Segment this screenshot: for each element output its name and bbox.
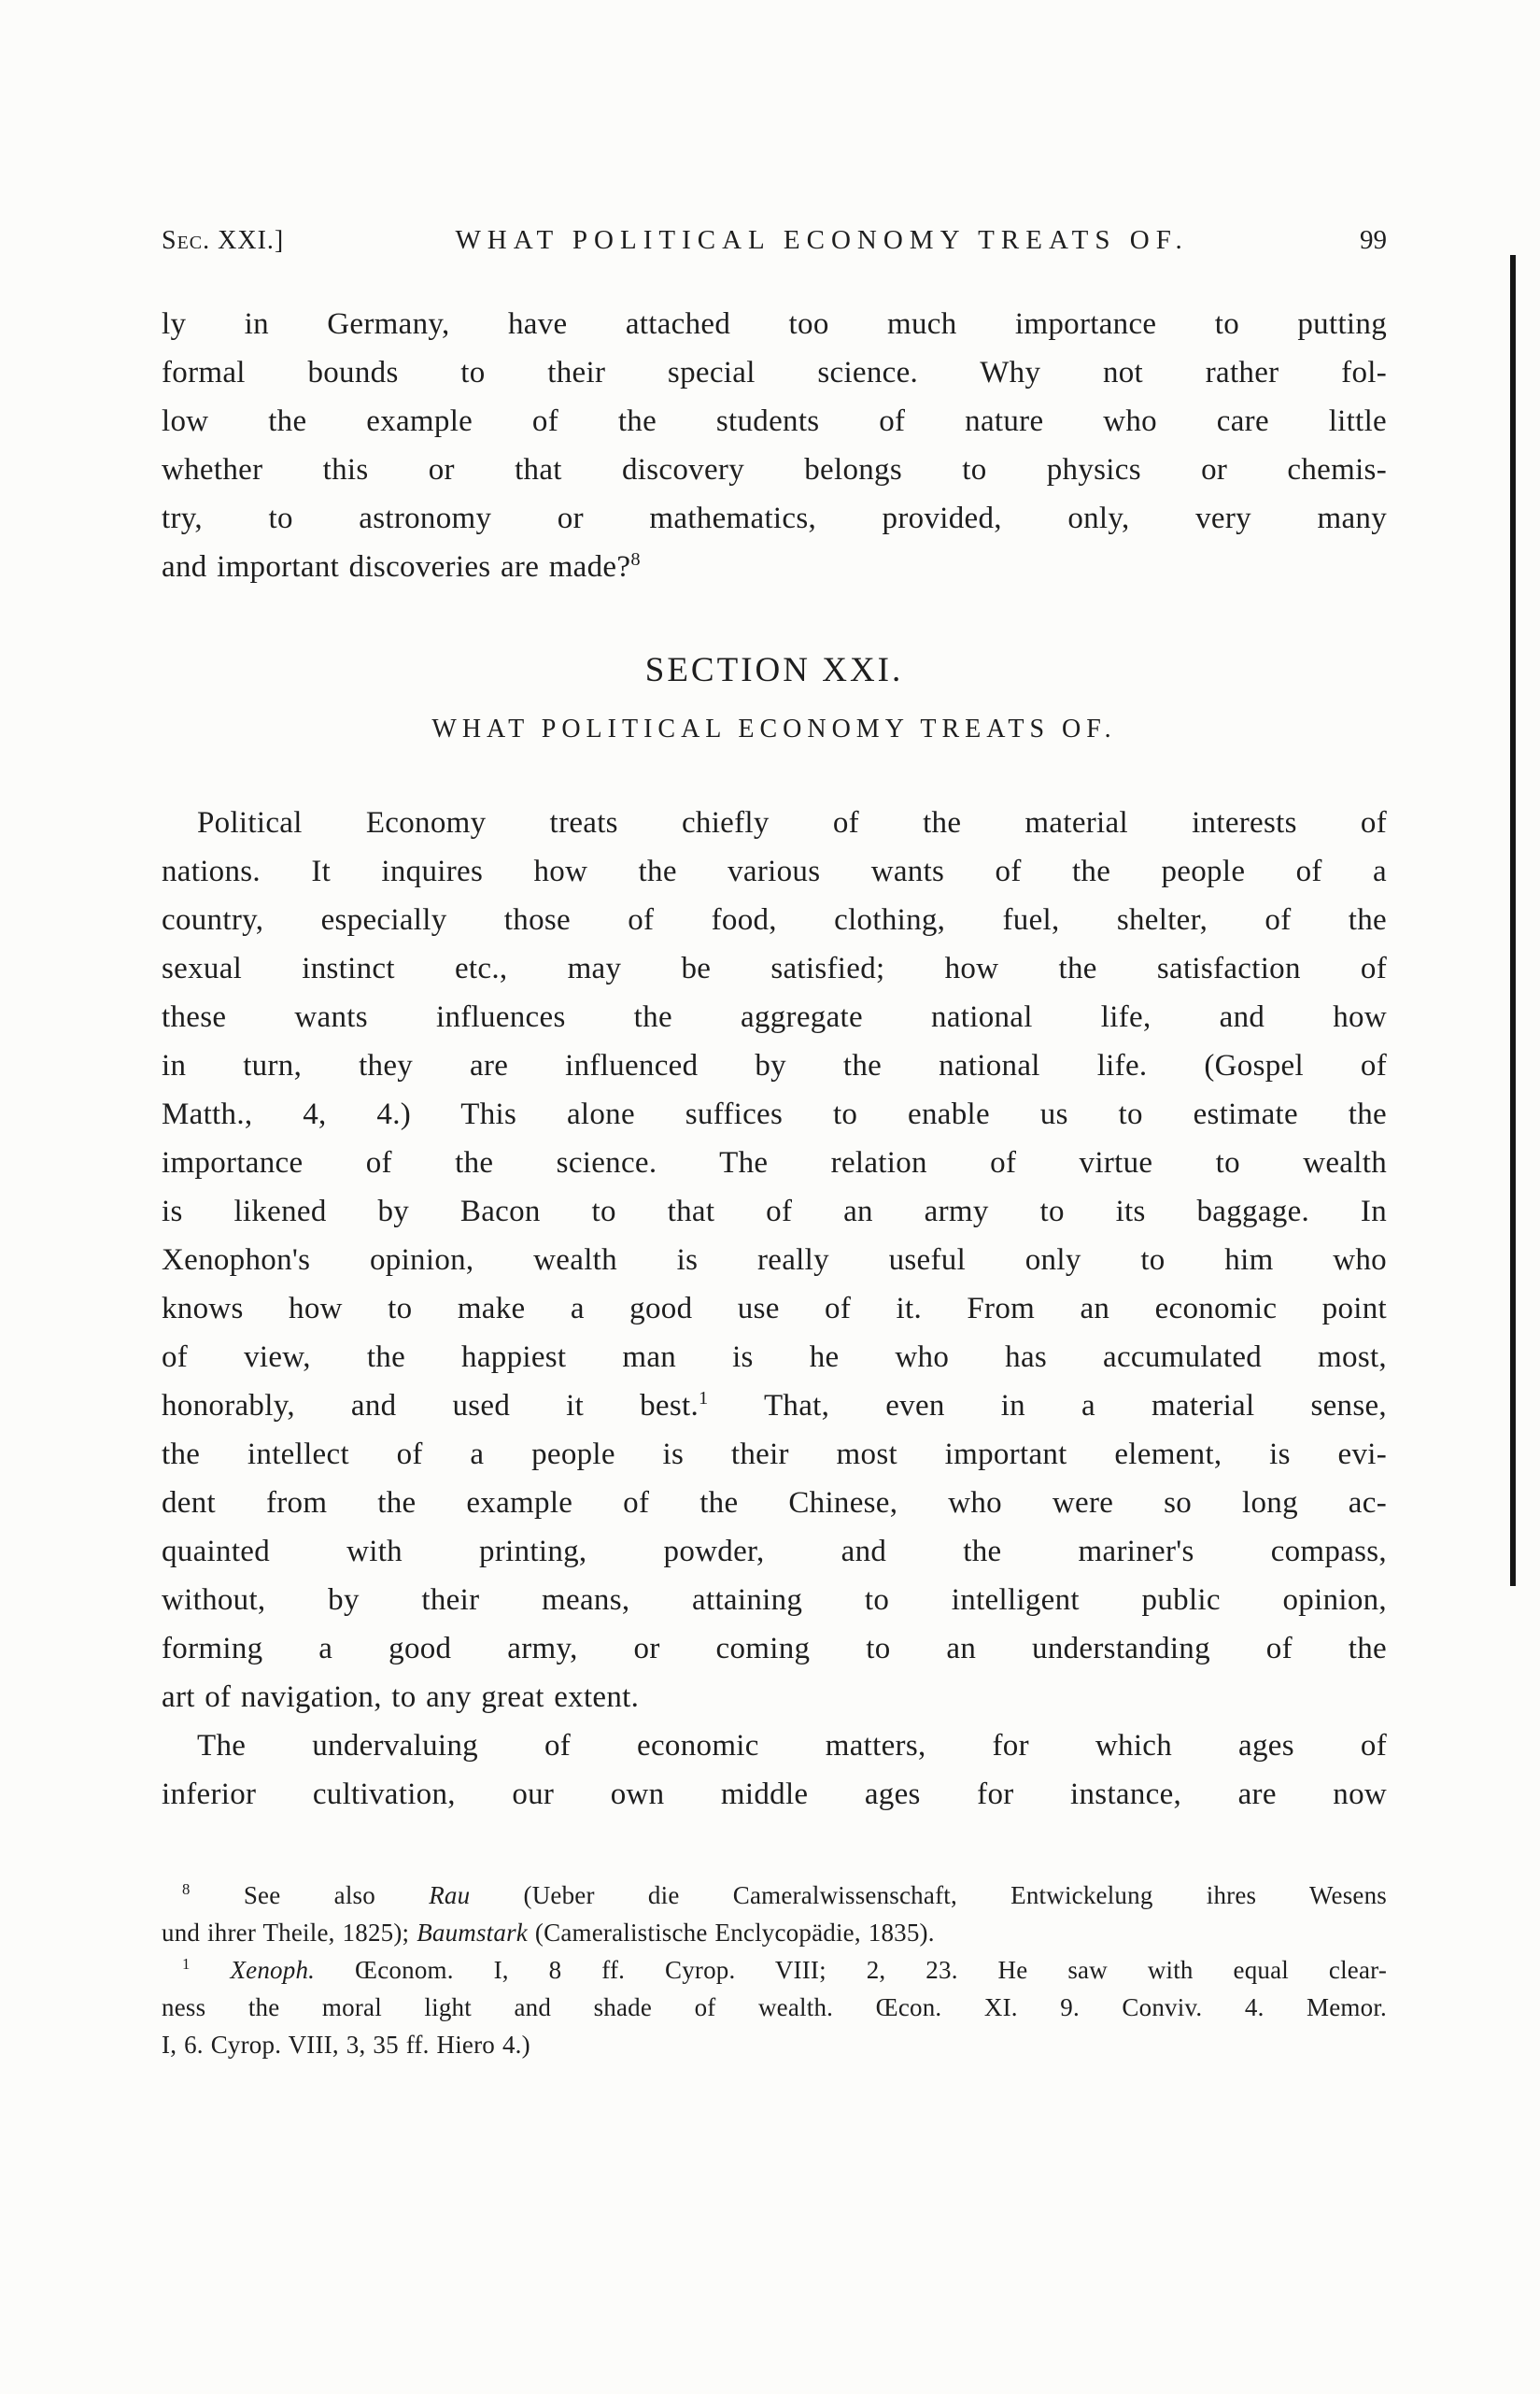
text-line: $^8$ See also Rau (Ueber die Cameralwissenschaft, Entwickelung ihres Wesens [182,1880,1387,1909]
text-line: without, by their means, attaining to intelligent public opinion, [162,1583,1387,1617]
text-line: in turn, they are influenced by the national life. (Gospel of [162,1049,1387,1083]
running-header [162,224,1387,257]
text-line: ly in Germany, have attached too much importance to putting [162,307,1387,341]
running-title: WHAT POLITICAL ECONOMY TREATS OF. [455,225,1189,255]
text-line: knows how to make a good use of it. From an economic point [162,1292,1387,1325]
text-line: country, especially those of food, clothing, fuel, shelter, of the [162,903,1387,937]
text-line: honorably, and used it best.$^1$ That, even in a material sense, [162,1388,1387,1423]
text-line: $^1$ Xenoph. Œconom. I, 8 ff. Cyrop. VIII; 2, 23. He saw with equal clear- [182,1955,1388,1984]
text-line: art of navigation, to any great extent. [162,1680,640,1714]
footnotes-section [162,1877,1387,2063]
text-line: und ihrer Theile, 1825); Baumstark (Cameralistische Enclycopädie, 1835). [162,1919,935,1947]
text-line: Xenophon's opinion, wealth is really useful only to him who [162,1243,1387,1277]
footnote-1 [162,1877,1387,1951]
text-line: low the example of the students of nature who care little [162,404,1387,438]
text-line: formal bounds to their special science. Why not rather fol- [162,356,1387,390]
text-line: try, to astronomy or mathematics, provided, only, very many [162,502,1387,535]
text-line: importance of the science. The relation of virtue to wealth [162,1146,1387,1180]
text-line: is likened by Bacon to that of an army to its baggage. In [162,1195,1387,1228]
paragraph-undervaluing [162,1721,1387,1819]
text-line: forming a good army, or coming to an understanding of the [162,1632,1387,1665]
text-line: Matth., 4, 4.) This alone suffices to enable us to estimate the [162,1098,1387,1131]
section-subheading: WHAT POLITICAL ECONOMY TREATS OF. [431,715,1117,744]
footnote-ref: 8 [630,549,641,570]
text-line: and important discoveries are made?$^8$ [162,549,641,584]
page-content [162,224,1387,2063]
text-line: these wants influences the aggregate national life, and how [162,1000,1387,1034]
text-line: quainted with printing, powder, and the mariner's compass, [162,1535,1387,1568]
text-line: ness the moral light and shade of wealth. Œcon. XI. 9. Conviv. 4. Memor. [162,1993,1387,2021]
footnote-ref: 1 [699,1388,709,1409]
text-line: The undervaluing of economic matters, for which ages of [197,1729,1387,1763]
paragraph-main [162,799,1387,1721]
text-line: sexual instinct etc., may be satisfied; how the satisfaction of [162,952,1387,985]
text-line: whether this or that discovery belongs to physics or chemis- [162,453,1387,487]
text-line: I, 6. Cyrop. VIII, 3, 35 ff. Hiero 4.) [162,2031,530,2059]
footnote-ref: 1 [182,1955,191,1973]
text-line: nations. It inquires how the various wants of the people of a [162,855,1387,888]
section-label: Sec. XXI.] [162,226,285,255]
section-heading: SECTION XXI. [644,651,904,689]
page-number: 99 [1359,225,1387,255]
text-line: Political Economy treats chiefly of the material interests of [197,806,1387,840]
text-line: inferior cultivation, our own middle ages for instance, are now [162,1778,1387,1811]
footnote-ref: 8 [182,1880,191,1898]
page-edge-line [1510,255,1516,1586]
paragraph-continuation [162,300,1387,591]
footnote-2 [162,1951,1387,2063]
text-line: of view, the happiest man is he who has accumulated most, [162,1340,1387,1374]
text-line: the intellect of a people is their most important element, is evi- [162,1438,1387,1471]
text-line: dent from the example of the Chinese, who were so long ac- [162,1486,1387,1520]
